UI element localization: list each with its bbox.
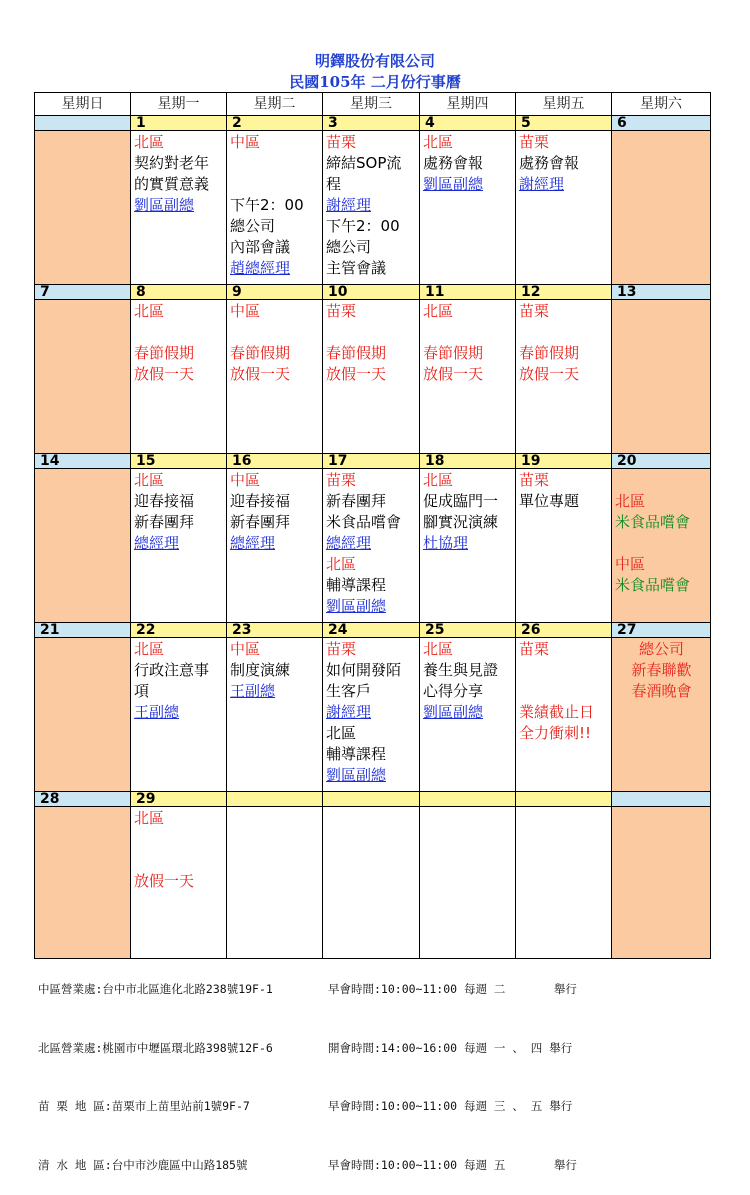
spacer [134, 850, 224, 871]
event-line: 苗栗 [519, 640, 550, 658]
day-cell[interactable] [323, 469, 420, 623]
event-line: 春節假期 [423, 344, 484, 362]
event-line: 單位專題 [519, 492, 580, 510]
event-line: 苗栗 [326, 133, 357, 151]
date-number: 24 [323, 623, 420, 638]
date-number: 13 [612, 285, 711, 300]
day-cell[interactable] [516, 300, 612, 454]
event-line: 契約對老年 [134, 154, 210, 172]
spacer [230, 322, 320, 343]
event-line: 中區 [230, 640, 261, 658]
event-line: 中區 [230, 133, 261, 151]
event-line: 總公司 [638, 640, 684, 658]
event-line: 北區 [423, 640, 454, 658]
event-line: 王副總 [134, 703, 180, 721]
weekday-sun: 星期日 [35, 93, 131, 116]
event-line: 苗栗 [519, 471, 550, 489]
event-line: 總經理 [134, 534, 180, 552]
event-line: 劉區副總 [423, 703, 484, 721]
event-line: 苗栗 [519, 133, 550, 151]
date-number: 8 [131, 285, 227, 300]
day-cell[interactable] [227, 807, 323, 959]
event-line: 中區 [615, 555, 646, 573]
day-cell[interactable] [131, 807, 227, 959]
event-line: 謝經理 [326, 703, 372, 721]
day-cell[interactable] [131, 131, 227, 285]
event-line: 劉區副總 [326, 597, 387, 615]
date-number: 23 [227, 623, 323, 638]
event-line: 如何開發陌 [326, 661, 402, 679]
event-line: 放假一天 [519, 365, 580, 383]
date-number: 21 [35, 623, 131, 638]
date-number: 25 [420, 623, 516, 638]
weekday-fri: 星期五 [516, 93, 612, 116]
date-number [612, 792, 711, 807]
spacer [134, 322, 224, 343]
day-cell[interactable] [612, 638, 711, 792]
event-line: 北區 [423, 471, 454, 489]
day-cell[interactable] [612, 807, 711, 959]
event-line: 輔導課程 [326, 576, 387, 594]
day-cell[interactable] [420, 638, 516, 792]
meeting-time: 開會時間:14:00~16:00 每週 一 、 四 舉行 [328, 1040, 573, 1055]
date-number: 3 [323, 116, 420, 131]
event-line: 米食品嚐會 [326, 513, 402, 531]
date-row [35, 285, 711, 300]
date-number [420, 792, 516, 807]
event-line: 春節假期 [230, 344, 291, 362]
event-line: 迎春接福 [134, 492, 195, 510]
spacer [423, 322, 513, 343]
meeting-time: 早會時間:10:00~11:00 每週 五 舉行 [328, 1157, 577, 1172]
event-line: 內部會議 [230, 238, 291, 256]
spacer [134, 829, 224, 850]
event-line: 趙總經理 [230, 259, 291, 277]
event-line: 放假一天 [326, 365, 387, 383]
week-row [35, 300, 711, 454]
day-cell[interactable] [35, 469, 131, 623]
date-row [35, 623, 711, 638]
event-line: 王副總 [230, 682, 276, 700]
event-line: 的實質意義 [134, 175, 210, 193]
event-line: 苗栗 [326, 302, 357, 320]
office-address: 清 水 地 區:台中市沙鹿區中山路185號 [38, 1157, 248, 1172]
date-number: 29 [131, 792, 227, 807]
spacer [615, 470, 708, 491]
date-number: 17 [323, 454, 420, 469]
event-line: 北區 [423, 302, 454, 320]
event-line: 杜協理 [423, 534, 469, 552]
date-number: 11 [420, 285, 516, 300]
event-line: 米食品嚐會 [615, 576, 691, 594]
office-line [38, 1097, 577, 1117]
event-line: 北區 [326, 555, 357, 573]
office-line [38, 1156, 577, 1176]
event-line: 處務會報 [423, 154, 484, 172]
day-cell[interactable] [612, 469, 711, 623]
event-line: 劉區副總 [423, 175, 484, 193]
date-number: 2 [227, 116, 323, 131]
calendar-subtitle: 民國105年 二月份行事曆 [289, 73, 461, 91]
company-title: 明鐸股份有限公司 [314, 52, 435, 70]
event-line: 締結SOP流 [326, 154, 402, 172]
spacer [615, 533, 708, 554]
date-number [516, 792, 612, 807]
spacer [519, 681, 609, 702]
date-number: 15 [131, 454, 227, 469]
day-cell[interactable] [227, 131, 323, 285]
office-address: 中區營業處:台中市北區進化北路238號19F-1 [38, 982, 273, 996]
event-line: 處務會報 [519, 154, 580, 172]
date-number [323, 792, 420, 807]
date-number: 26 [516, 623, 612, 638]
weekday-sat: 星期六 [612, 93, 711, 116]
weekday-thu: 星期四 [420, 93, 516, 116]
day-cell[interactable] [612, 131, 711, 285]
event-line: 北區 [134, 640, 165, 658]
day-cell[interactable] [35, 131, 131, 285]
date-number: 6 [612, 116, 711, 131]
date-number: 28 [35, 792, 131, 807]
day-cell[interactable] [35, 638, 131, 792]
weekday-header-row [35, 93, 711, 116]
event-line: 北區 [134, 471, 165, 489]
day-cell[interactable] [131, 300, 227, 454]
event-line: 新春聯歡 [631, 661, 692, 679]
event-line: 北區 [326, 724, 357, 742]
event-line: 劉區副總 [326, 766, 387, 784]
meeting-time: 早會時間:10:00~11:00 每週 二 舉行 [328, 982, 577, 996]
spacer [326, 322, 417, 343]
day-cell[interactable] [323, 300, 420, 454]
day-cell[interactable] [131, 638, 227, 792]
date-row [35, 792, 711, 807]
event-line: 新春團拜 [326, 492, 387, 510]
day-cell[interactable] [420, 469, 516, 623]
event-line: 生客戶 [326, 682, 372, 700]
weekday-wed: 星期三 [323, 93, 420, 116]
day-cell[interactable] [612, 300, 711, 454]
event-line: 行政注意事 [134, 661, 210, 679]
day-cell[interactable] [323, 131, 420, 285]
event-line: 輔導課程 [326, 745, 387, 763]
event-line: 謝經理 [326, 196, 372, 214]
event-line: 全力衝刺!! [519, 724, 592, 742]
week-row [35, 469, 711, 623]
event-line: 放假一天 [423, 365, 484, 383]
day-cell[interactable] [227, 469, 323, 623]
event-line: 總經理 [230, 534, 276, 552]
event-line: 北區 [134, 302, 165, 320]
day-cell[interactable] [516, 469, 612, 623]
date-number: 16 [227, 454, 323, 469]
week-row [35, 131, 711, 285]
spacer [519, 322, 609, 343]
event-line: 米食品嚐會 [615, 513, 691, 531]
day-cell[interactable] [516, 638, 612, 792]
event-line: 程 [326, 175, 342, 193]
event-line: 放假一天 [230, 365, 291, 383]
event-line: 春節假期 [519, 344, 580, 362]
date-number: 1 [131, 116, 227, 131]
day-cell[interactable] [323, 638, 420, 792]
event-line: 新春團拜 [230, 513, 291, 531]
event-line: 養生與見證 [423, 661, 499, 679]
meeting-time: 早會時間:10:00~11:00 每週 三 、 五 舉行 [328, 1099, 573, 1113]
office-line [38, 1039, 577, 1059]
calendar-table [34, 92, 711, 959]
date-number: 27 [612, 623, 711, 638]
date-number: 18 [420, 454, 516, 469]
day-cell[interactable] [516, 807, 612, 959]
date-number: 9 [227, 285, 323, 300]
event-line: 業績截止日 [519, 703, 595, 721]
day-cell[interactable] [420, 131, 516, 285]
event-line: 下午2：00 [326, 217, 400, 235]
event-line: 苗栗 [326, 640, 357, 658]
date-number: 7 [35, 285, 131, 300]
date-number [35, 116, 131, 131]
date-number: 14 [35, 454, 131, 469]
event-line: 新春團拜 [134, 513, 195, 531]
office-info [38, 941, 577, 1195]
event-line: 北區 [615, 492, 646, 510]
weekday-tue: 星期二 [227, 93, 323, 116]
event-line: 主管會議 [326, 259, 387, 277]
event-line: 北區 [134, 809, 165, 827]
day-cell[interactable] [131, 469, 227, 623]
date-number: 10 [323, 285, 420, 300]
day-cell[interactable] [35, 807, 131, 959]
event-line: 迎春接福 [230, 492, 291, 510]
event-line: 謝經理 [519, 175, 565, 193]
event-line: 苗栗 [326, 471, 357, 489]
date-number: 22 [131, 623, 227, 638]
office-line [38, 980, 577, 1000]
event-line: 春節假期 [134, 344, 195, 362]
event-line: 放假一天 [134, 872, 195, 890]
event-line: 下午2：00 [230, 196, 304, 214]
week-row [35, 807, 711, 959]
event-line: 項 [134, 682, 150, 700]
event-line: 總公司 [326, 238, 372, 256]
event-line: 放假一天 [134, 365, 195, 383]
event-line: 北區 [134, 133, 165, 151]
date-row [35, 116, 711, 131]
day-cell[interactable] [420, 300, 516, 454]
office-address: 北區營業處:桃園市中壢區環北路398號12F-6 [38, 1040, 273, 1055]
weekday-mon: 星期一 [131, 93, 227, 116]
date-number: 4 [420, 116, 516, 131]
spacer [519, 660, 609, 681]
event-line: 腳實況演練 [423, 513, 499, 531]
event-line: 中區 [230, 302, 261, 320]
spacer [230, 153, 320, 174]
event-line: 春節假期 [326, 344, 387, 362]
spacer [230, 174, 320, 195]
date-number [227, 792, 323, 807]
event-line: 苗栗 [519, 302, 550, 320]
date-number: 20 [612, 454, 711, 469]
day-cell[interactable] [516, 131, 612, 285]
date-number: 12 [516, 285, 612, 300]
event-line: 促成臨門一 [423, 492, 499, 510]
date-row [35, 454, 711, 469]
event-line: 春酒晚會 [631, 682, 692, 700]
date-number: 5 [516, 116, 612, 131]
event-line: 劉區副總 [134, 196, 195, 214]
office-address: 苗 栗 地 區:苗栗市上苗里站前1號9F-7 [38, 1099, 250, 1113]
day-cell[interactable] [227, 638, 323, 792]
week-row [35, 638, 711, 792]
event-line: 中區 [230, 471, 261, 489]
day-cell[interactable] [227, 300, 323, 454]
day-cell[interactable] [35, 300, 131, 454]
day-cell[interactable] [323, 807, 420, 959]
event-line: 總公司 [230, 217, 276, 235]
event-line: 總經理 [326, 534, 372, 552]
event-line: 制度演練 [230, 661, 291, 679]
day-cell[interactable] [420, 807, 516, 959]
event-line: 北區 [423, 133, 454, 151]
date-number: 19 [516, 454, 612, 469]
event-line: 心得分享 [423, 682, 484, 700]
